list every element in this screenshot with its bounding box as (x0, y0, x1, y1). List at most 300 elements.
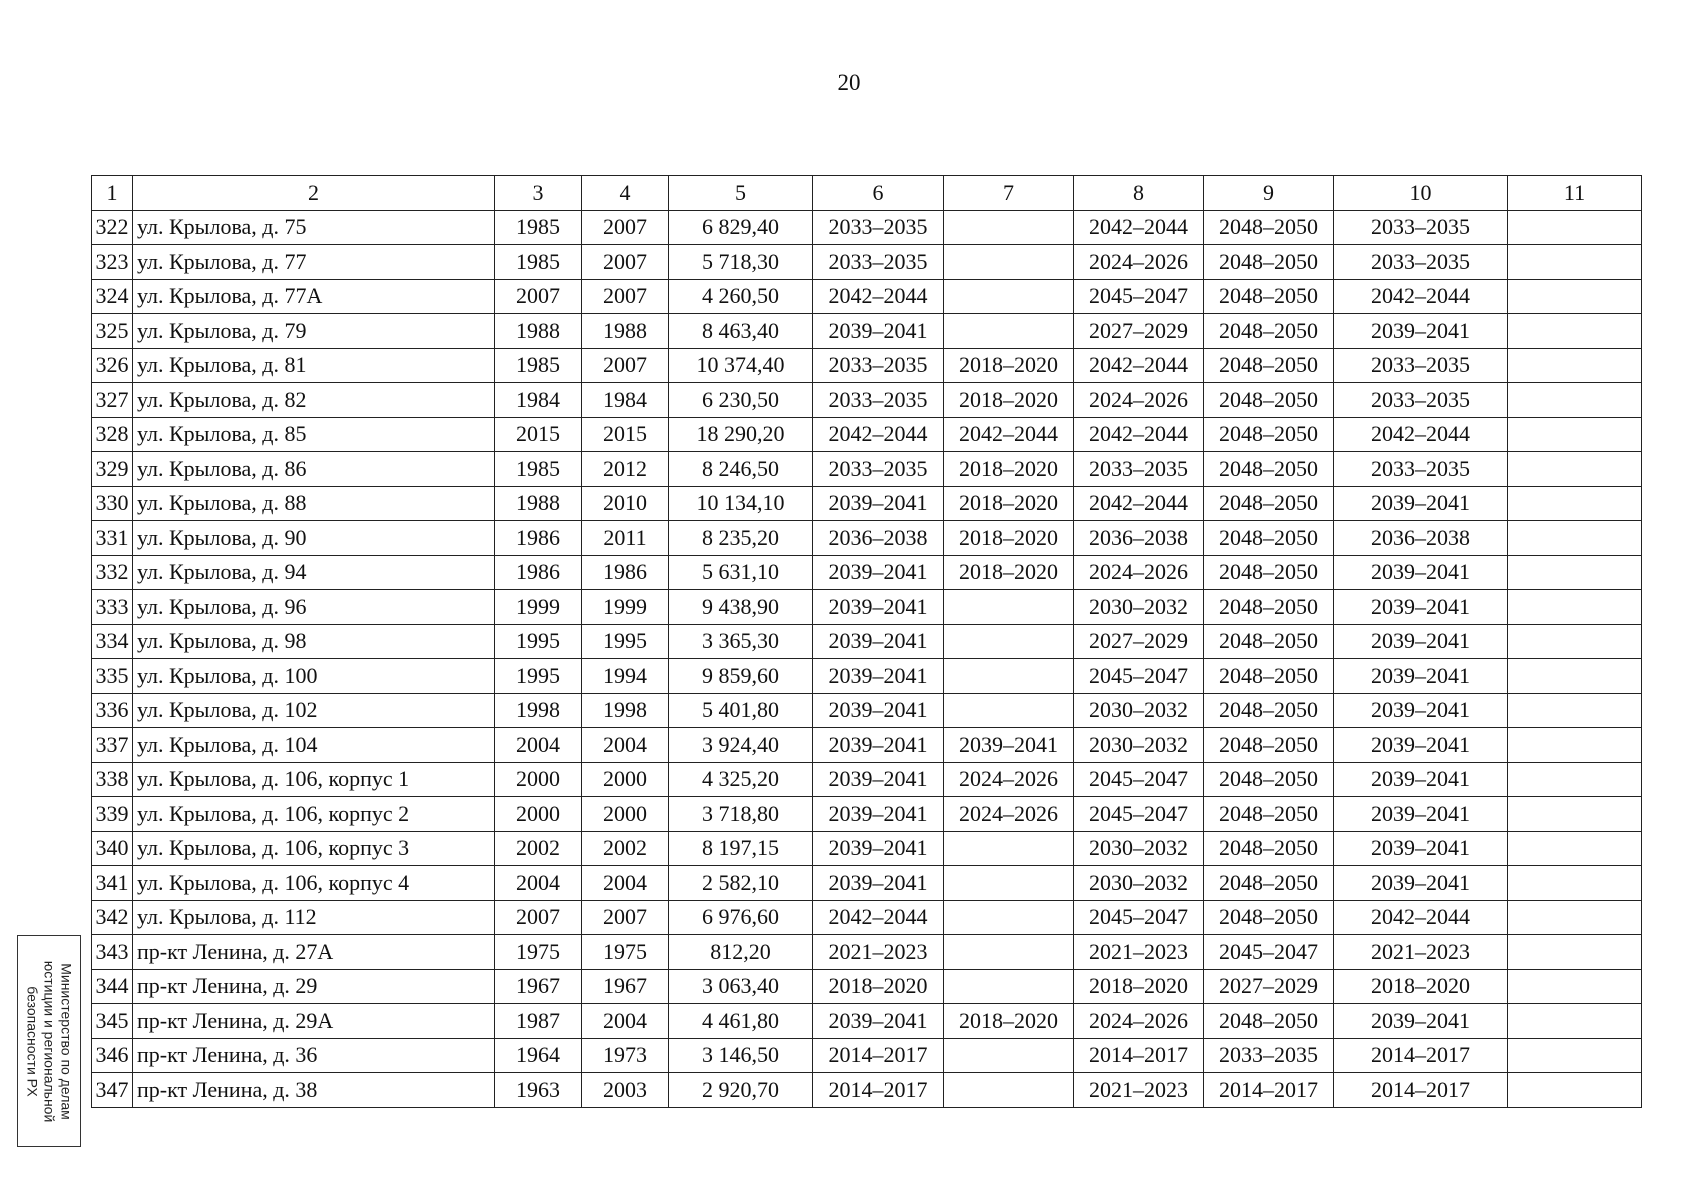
cell-address: ул. Крылова, д. 82 (133, 383, 495, 418)
cell-note-col-11 (1508, 900, 1642, 935)
cell-period-col-9: 2045–2047 (1204, 935, 1334, 970)
registry-table (91, 175, 1642, 1108)
cell-year-built: 1998 (495, 693, 582, 728)
cell-period-col-10: 2042–2044 (1334, 417, 1508, 452)
cell-period-col-6: 2039–2041 (813, 797, 944, 832)
table-row (92, 590, 1642, 625)
cell-year-built: 2004 (495, 728, 582, 763)
cell-address: ул. Крылова, д. 77 (133, 245, 495, 280)
cell-row-number: 323 (92, 245, 133, 280)
cell-area: 5 401,80 (669, 693, 813, 728)
cell-year-reconstructed: 2011 (582, 521, 669, 556)
table-row (92, 831, 1642, 866)
cell-period-col-7 (944, 935, 1074, 970)
cell-period-col-7 (944, 279, 1074, 314)
cell-year-reconstructed: 2010 (582, 486, 669, 521)
header-cell-6: 6 (813, 176, 944, 211)
cell-period-col-8: 2030–2032 (1074, 866, 1204, 901)
cell-year-built: 2015 (495, 417, 582, 452)
cell-period-col-6: 2042–2044 (813, 900, 944, 935)
cell-period-col-9: 2048–2050 (1204, 521, 1334, 556)
cell-row-number: 344 (92, 969, 133, 1004)
header-cell-3: 3 (495, 176, 582, 211)
cell-period-col-6: 2033–2035 (813, 245, 944, 280)
cell-year-built: 2002 (495, 831, 582, 866)
cell-row-number: 332 (92, 555, 133, 590)
cell-year-reconstructed: 1986 (582, 555, 669, 590)
cell-address: ул. Крылова, д. 104 (133, 728, 495, 763)
cell-period-col-9: 2048–2050 (1204, 900, 1334, 935)
cell-area: 6 230,50 (669, 383, 813, 418)
cell-period-col-8: 2024–2026 (1074, 555, 1204, 590)
header-cell-2: 2 (133, 176, 495, 211)
cell-year-built: 1967 (495, 969, 582, 1004)
cell-period-col-6: 2039–2041 (813, 624, 944, 659)
cell-area: 9 438,90 (669, 590, 813, 625)
cell-area: 10 374,40 (669, 348, 813, 383)
cell-period-col-9: 2048–2050 (1204, 762, 1334, 797)
cell-address: ул. Крылова, д. 90 (133, 521, 495, 556)
cell-year-reconstructed: 1998 (582, 693, 669, 728)
cell-period-col-8: 2042–2044 (1074, 210, 1204, 245)
cell-note-col-11 (1508, 866, 1642, 901)
cell-row-number: 345 (92, 1004, 133, 1039)
header-cell-4: 4 (582, 176, 669, 211)
cell-area: 18 290,20 (669, 417, 813, 452)
cell-address: ул. Крылова, д. 106, корпус 1 (133, 762, 495, 797)
cell-area: 3 063,40 (669, 969, 813, 1004)
cell-period-col-7: 2018–2020 (944, 555, 1074, 590)
cell-address: ул. Крылова, д. 86 (133, 452, 495, 487)
cell-period-col-7 (944, 659, 1074, 694)
cell-note-col-11 (1508, 245, 1642, 280)
cell-period-col-10: 2042–2044 (1334, 279, 1508, 314)
cell-row-number: 343 (92, 935, 133, 970)
cell-year-reconstructed: 2015 (582, 417, 669, 452)
cell-period-col-8: 2021–2023 (1074, 935, 1204, 970)
cell-row-number: 346 (92, 1038, 133, 1073)
cell-period-col-9: 2048–2050 (1204, 659, 1334, 694)
cell-address: ул. Крылова, д. 94 (133, 555, 495, 590)
cell-year-built: 1987 (495, 1004, 582, 1039)
cell-note-col-11 (1508, 831, 1642, 866)
cell-period-col-7 (944, 900, 1074, 935)
cell-period-col-7: 2018–2020 (944, 383, 1074, 418)
cell-year-built: 1985 (495, 210, 582, 245)
cell-period-col-9: 2048–2050 (1204, 866, 1334, 901)
cell-period-col-7: 2018–2020 (944, 1004, 1074, 1039)
cell-period-col-9: 2048–2050 (1204, 348, 1334, 383)
cell-row-number: 335 (92, 659, 133, 694)
cell-period-col-8: 2018–2020 (1074, 969, 1204, 1004)
cell-row-number: 330 (92, 486, 133, 521)
cell-note-col-11 (1508, 1004, 1642, 1039)
cell-address: ул. Крылова, д. 98 (133, 624, 495, 659)
header-cell-1: 1 (92, 176, 133, 211)
cell-row-number: 334 (92, 624, 133, 659)
cell-area: 812,20 (669, 935, 813, 970)
cell-year-reconstructed: 2007 (582, 210, 669, 245)
cell-year-built: 2007 (495, 279, 582, 314)
cell-period-col-6: 2039–2041 (813, 314, 944, 349)
cell-period-col-10: 2039–2041 (1334, 624, 1508, 659)
cell-year-reconstructed: 2000 (582, 797, 669, 832)
cell-year-built: 2000 (495, 762, 582, 797)
cell-year-reconstructed: 2004 (582, 866, 669, 901)
cell-period-col-6: 2033–2035 (813, 348, 944, 383)
cell-period-col-9: 2048–2050 (1204, 590, 1334, 625)
cell-period-col-10: 2042–2044 (1334, 900, 1508, 935)
cell-period-col-6: 2042–2044 (813, 417, 944, 452)
cell-period-col-8: 2033–2035 (1074, 452, 1204, 487)
cell-period-col-8: 2045–2047 (1074, 279, 1204, 314)
cell-year-built: 1986 (495, 521, 582, 556)
cell-area: 8 235,20 (669, 521, 813, 556)
cell-period-col-8: 2027–2029 (1074, 624, 1204, 659)
table-row (92, 969, 1642, 1004)
table-row (92, 245, 1642, 280)
cell-period-col-6: 2039–2041 (813, 659, 944, 694)
cell-period-col-7: 2018–2020 (944, 348, 1074, 383)
cell-note-col-11 (1508, 728, 1642, 763)
cell-period-col-10: 2039–2041 (1334, 693, 1508, 728)
cell-address: ул. Крылова, д. 100 (133, 659, 495, 694)
cell-area: 8 197,15 (669, 831, 813, 866)
cell-area: 4 461,80 (669, 1004, 813, 1039)
cell-period-col-8: 2027–2029 (1074, 314, 1204, 349)
cell-period-col-10: 2033–2035 (1334, 245, 1508, 280)
cell-period-col-6: 2039–2041 (813, 555, 944, 590)
table-row (92, 314, 1642, 349)
cell-year-built: 1988 (495, 314, 582, 349)
cell-row-number: 337 (92, 728, 133, 763)
cell-address: пр-кт Ленина, д. 27А (133, 935, 495, 970)
page-number: 20 (837, 70, 861, 95)
cell-year-built: 1995 (495, 659, 582, 694)
table-row (92, 348, 1642, 383)
cell-period-col-6: 2033–2035 (813, 452, 944, 487)
table-row (92, 728, 1642, 763)
cell-period-col-8: 2024–2026 (1074, 245, 1204, 280)
cell-period-col-9: 2048–2050 (1204, 1004, 1334, 1039)
cell-note-col-11 (1508, 693, 1642, 728)
cell-address: пр-кт Ленина, д. 29А (133, 1004, 495, 1039)
cell-period-col-8: 2030–2032 (1074, 728, 1204, 763)
cell-address: ул. Крылова, д. 79 (133, 314, 495, 349)
cell-year-built: 2004 (495, 866, 582, 901)
cell-year-reconstructed: 1975 (582, 935, 669, 970)
cell-period-col-8: 2030–2032 (1074, 831, 1204, 866)
cell-period-col-9: 2048–2050 (1204, 797, 1334, 832)
cell-year-reconstructed: 1984 (582, 383, 669, 418)
cell-note-col-11 (1508, 590, 1642, 625)
stamp-line: юстиции и региональной (41, 960, 58, 1122)
cell-year-reconstructed: 2000 (582, 762, 669, 797)
cell-period-col-7 (944, 314, 1074, 349)
cell-note-col-11 (1508, 1038, 1642, 1073)
cell-period-col-9: 2048–2050 (1204, 693, 1334, 728)
cell-address: ул. Крылова, д. 106, корпус 3 (133, 831, 495, 866)
cell-row-number: 325 (92, 314, 133, 349)
cell-period-col-9: 2048–2050 (1204, 314, 1334, 349)
cell-area: 4 260,50 (669, 279, 813, 314)
cell-period-col-10: 2039–2041 (1334, 831, 1508, 866)
cell-note-col-11 (1508, 521, 1642, 556)
cell-area: 10 134,10 (669, 486, 813, 521)
cell-row-number: 341 (92, 866, 133, 901)
cell-address: ул. Крылова, д. 77А (133, 279, 495, 314)
cell-year-reconstructed: 1995 (582, 624, 669, 659)
table-row (92, 417, 1642, 452)
cell-period-col-8: 2030–2032 (1074, 590, 1204, 625)
cell-period-col-6: 2042–2044 (813, 279, 944, 314)
cell-address: ул. Крылова, д. 85 (133, 417, 495, 452)
cell-row-number: 331 (92, 521, 133, 556)
table-row (92, 797, 1642, 832)
cell-period-col-8: 2045–2047 (1074, 797, 1204, 832)
cell-area: 5 718,30 (669, 245, 813, 280)
cell-period-col-10: 2039–2041 (1334, 1004, 1508, 1039)
cell-row-number: 333 (92, 590, 133, 625)
header-cell-8: 8 (1074, 176, 1204, 211)
cell-period-col-7 (944, 693, 1074, 728)
cell-year-reconstructed: 1967 (582, 969, 669, 1004)
cell-year-reconstructed: 2007 (582, 348, 669, 383)
cell-period-col-9: 2048–2050 (1204, 831, 1334, 866)
cell-period-col-9: 2048–2050 (1204, 279, 1334, 314)
cell-area: 3 365,30 (669, 624, 813, 659)
table-row (92, 383, 1642, 418)
cell-row-number: 339 (92, 797, 133, 832)
cell-row-number: 322 (92, 210, 133, 245)
header-cell-10: 10 (1334, 176, 1508, 211)
cell-year-built: 1995 (495, 624, 582, 659)
cell-year-reconstructed: 2003 (582, 1073, 669, 1108)
table-row (92, 624, 1642, 659)
cell-period-col-10: 2039–2041 (1334, 659, 1508, 694)
cell-address: ул. Крылова, д. 96 (133, 590, 495, 625)
cell-period-col-10: 2036–2038 (1334, 521, 1508, 556)
cell-area: 9 859,60 (669, 659, 813, 694)
cell-note-col-11 (1508, 555, 1642, 590)
cell-period-col-6: 2039–2041 (813, 831, 944, 866)
table-row (92, 486, 1642, 521)
cell-year-reconstructed: 1999 (582, 590, 669, 625)
cell-period-col-6: 2014–2017 (813, 1073, 944, 1108)
header-cell-11: 11 (1508, 176, 1642, 211)
cell-year-reconstructed: 2007 (582, 245, 669, 280)
cell-period-col-6: 2039–2041 (813, 762, 944, 797)
cell-period-col-8: 2024–2026 (1074, 383, 1204, 418)
cell-period-col-10: 2039–2041 (1334, 314, 1508, 349)
cell-period-col-10: 2039–2041 (1334, 590, 1508, 625)
cell-year-built: 1985 (495, 348, 582, 383)
cell-area: 5 631,10 (669, 555, 813, 590)
cell-period-col-10: 2033–2035 (1334, 383, 1508, 418)
cell-year-reconstructed: 1988 (582, 314, 669, 349)
cell-period-col-10: 2018–2020 (1334, 969, 1508, 1004)
stamp-line: Министерство по делам (58, 962, 75, 1120)
cell-year-built: 1988 (495, 486, 582, 521)
cell-period-col-8: 2030–2032 (1074, 693, 1204, 728)
cell-area: 3 924,40 (669, 728, 813, 763)
header-cell-7: 7 (944, 176, 1074, 211)
cell-note-col-11 (1508, 935, 1642, 970)
cell-period-col-8: 2045–2047 (1074, 900, 1204, 935)
cell-period-col-8: 2021–2023 (1074, 1073, 1204, 1108)
cell-year-reconstructed: 2007 (582, 279, 669, 314)
table-row (92, 693, 1642, 728)
cell-row-number: 327 (92, 383, 133, 418)
cell-note-col-11 (1508, 659, 1642, 694)
table-row (92, 935, 1642, 970)
cell-area: 3 718,80 (669, 797, 813, 832)
cell-address: ул. Крылова, д. 106, корпус 2 (133, 797, 495, 832)
cell-year-built: 1999 (495, 590, 582, 625)
cell-period-col-9: 2048–2050 (1204, 486, 1334, 521)
cell-period-col-7: 2018–2020 (944, 521, 1074, 556)
cell-year-reconstructed: 1973 (582, 1038, 669, 1073)
cell-period-col-6: 2039–2041 (813, 728, 944, 763)
cell-period-col-9: 2048–2050 (1204, 383, 1334, 418)
cell-year-built: 1975 (495, 935, 582, 970)
cell-period-col-8: 2024–2026 (1074, 1004, 1204, 1039)
cell-period-col-8: 2042–2044 (1074, 348, 1204, 383)
cell-period-col-6: 2039–2041 (813, 590, 944, 625)
cell-year-built: 1964 (495, 1038, 582, 1073)
cell-address: пр-кт Ленина, д. 36 (133, 1038, 495, 1073)
table-row (92, 210, 1642, 245)
cell-address: ул. Крылова, д. 112 (133, 900, 495, 935)
cell-period-col-8: 2014–2017 (1074, 1038, 1204, 1073)
cell-period-col-8: 2036–2038 (1074, 521, 1204, 556)
cell-row-number: 342 (92, 900, 133, 935)
table-row (92, 900, 1642, 935)
stamp-line: безопасности РХ (24, 985, 41, 1097)
cell-period-col-10: 2039–2041 (1334, 555, 1508, 590)
cell-period-col-6: 2039–2041 (813, 693, 944, 728)
cell-area: 2 920,70 (669, 1073, 813, 1108)
table-row (92, 1073, 1642, 1108)
cell-period-col-10: 2039–2041 (1334, 728, 1508, 763)
cell-area: 4 325,20 (669, 762, 813, 797)
cell-row-number: 347 (92, 1073, 133, 1108)
cell-address: пр-кт Ленина, д. 29 (133, 969, 495, 1004)
cell-period-col-10: 2014–2017 (1334, 1038, 1508, 1073)
cell-period-col-7: 2018–2020 (944, 486, 1074, 521)
cell-year-reconstructed: 2004 (582, 728, 669, 763)
cell-address: ул. Крылова, д. 102 (133, 693, 495, 728)
cell-period-col-9: 2048–2050 (1204, 452, 1334, 487)
cell-note-col-11 (1508, 762, 1642, 797)
stamp-text (24, 960, 75, 1122)
cell-period-col-7 (944, 1038, 1074, 1073)
cell-period-col-7 (944, 624, 1074, 659)
cell-period-col-7 (944, 210, 1074, 245)
cell-year-reconstructed: 2007 (582, 900, 669, 935)
cell-year-built: 1963 (495, 1073, 582, 1108)
cell-row-number: 328 (92, 417, 133, 452)
cell-period-col-10: 2039–2041 (1334, 762, 1508, 797)
cell-period-col-10: 2033–2035 (1334, 452, 1508, 487)
cell-year-reconstructed: 1994 (582, 659, 669, 694)
ministry-stamp (17, 935, 81, 1147)
cell-period-col-7: 2024–2026 (944, 797, 1074, 832)
cell-period-col-9: 2048–2050 (1204, 624, 1334, 659)
cell-area: 6 976,60 (669, 900, 813, 935)
cell-period-col-10: 2033–2035 (1334, 348, 1508, 383)
cell-period-col-7 (944, 590, 1074, 625)
cell-note-col-11 (1508, 1073, 1642, 1108)
table-row (92, 1004, 1642, 1039)
cell-note-col-11 (1508, 383, 1642, 418)
cell-row-number: 336 (92, 693, 133, 728)
cell-period-col-8: 2045–2047 (1074, 659, 1204, 694)
cell-period-col-7 (944, 866, 1074, 901)
cell-row-number: 340 (92, 831, 133, 866)
table-row (92, 279, 1642, 314)
cell-row-number: 338 (92, 762, 133, 797)
cell-address: ул. Крылова, д. 81 (133, 348, 495, 383)
cell-area: 2 582,10 (669, 866, 813, 901)
cell-period-col-6: 2033–2035 (813, 383, 944, 418)
cell-note-col-11 (1508, 348, 1642, 383)
cell-note-col-11 (1508, 969, 1642, 1004)
cell-period-col-6: 2039–2041 (813, 1004, 944, 1039)
cell-period-col-7 (944, 245, 1074, 280)
cell-period-col-10: 2014–2017 (1334, 1073, 1508, 1108)
cell-note-col-11 (1508, 452, 1642, 487)
table-row (92, 659, 1642, 694)
cell-period-col-6: 2036–2038 (813, 521, 944, 556)
cell-period-col-7 (944, 1073, 1074, 1108)
cell-year-reconstructed: 2002 (582, 831, 669, 866)
cell-period-col-10: 2039–2041 (1334, 486, 1508, 521)
cell-note-col-11 (1508, 417, 1642, 452)
cell-period-col-9: 2027–2029 (1204, 969, 1334, 1004)
cell-period-col-7: 2024–2026 (944, 762, 1074, 797)
cell-period-col-6: 2033–2035 (813, 210, 944, 245)
cell-note-col-11 (1508, 314, 1642, 349)
cell-period-col-9: 2014–2017 (1204, 1073, 1334, 1108)
cell-area: 6 829,40 (669, 210, 813, 245)
table-body (92, 210, 1642, 1107)
table-row (92, 762, 1642, 797)
cell-note-col-11 (1508, 210, 1642, 245)
cell-row-number: 324 (92, 279, 133, 314)
cell-period-col-7: 2039–2041 (944, 728, 1074, 763)
table-row (92, 555, 1642, 590)
cell-period-col-8: 2045–2047 (1074, 762, 1204, 797)
cell-row-number: 329 (92, 452, 133, 487)
cell-address: ул. Крылова, д. 106, корпус 4 (133, 866, 495, 901)
table-row (92, 1038, 1642, 1073)
cell-period-col-9: 2048–2050 (1204, 245, 1334, 280)
cell-period-col-9: 2048–2050 (1204, 555, 1334, 590)
cell-period-col-10: 2021–2023 (1334, 935, 1508, 970)
cell-period-col-6: 2014–2017 (813, 1038, 944, 1073)
cell-address: ул. Крылова, д. 88 (133, 486, 495, 521)
cell-period-col-8: 2042–2044 (1074, 486, 1204, 521)
cell-year-built: 2007 (495, 900, 582, 935)
cell-period-col-10: 2039–2041 (1334, 866, 1508, 901)
cell-year-built: 1985 (495, 452, 582, 487)
cell-year-built: 1986 (495, 555, 582, 590)
table-row (92, 521, 1642, 556)
cell-period-col-10: 2039–2041 (1334, 797, 1508, 832)
header-row (92, 176, 1642, 211)
cell-address: ул. Крылова, д. 75 (133, 210, 495, 245)
